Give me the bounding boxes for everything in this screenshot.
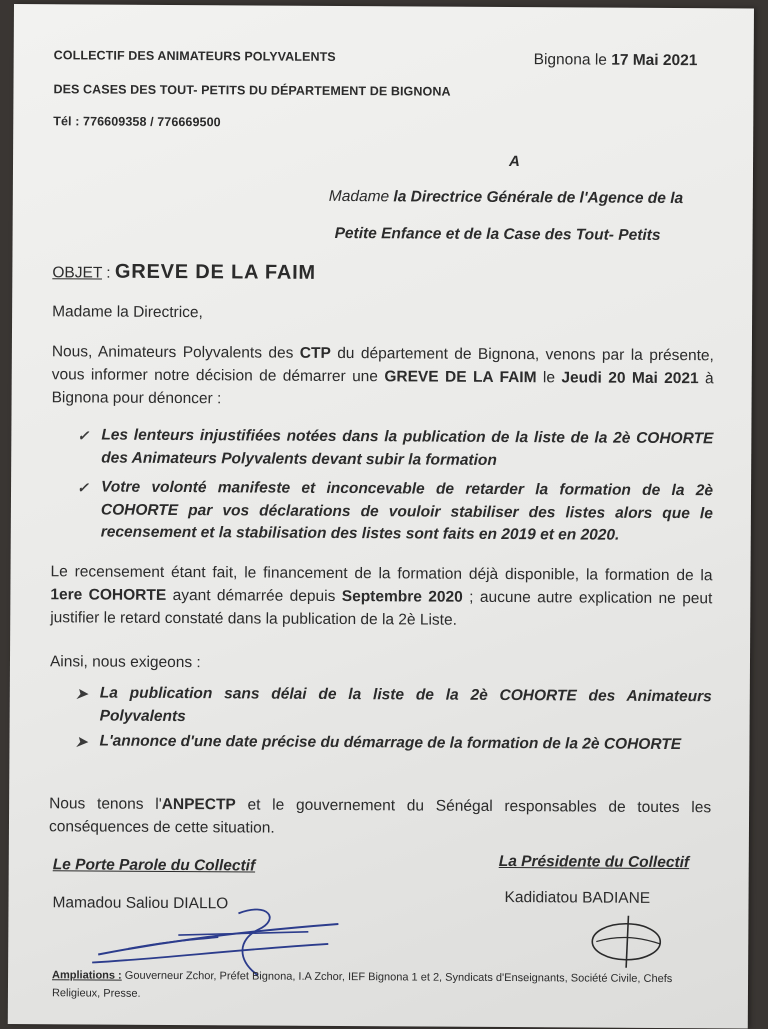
demand-item: [75, 683, 712, 732]
para2-text-1: Le recensement étant fait, le financement de la formation déjà disponible, la formation de la: [50, 563, 713, 585]
date-value: 17 Mai 2021: [611, 51, 698, 70]
left-signatory-title: Le Porte Parole du Collectif: [52, 856, 256, 875]
para1-text-3: le: [536, 369, 562, 387]
date-prefix: Bignona le: [533, 51, 612, 69]
checkmark-icon: ✓: [76, 479, 89, 496]
para2-date: Septembre 2020: [341, 588, 463, 606]
demand-item: [75, 731, 711, 757]
ampliations-label: Ampliations :: [52, 969, 122, 982]
para1-date: Jeudi 20 Mai 2021: [561, 369, 699, 388]
objet-title: GREVE DE LA FAIM: [114, 260, 316, 284]
recipient-title: la Directrice Générale de l'Agence de la: [393, 188, 684, 208]
sender-phone: Tél : 776609358 / 776669500: [53, 114, 221, 130]
para2-cohorte: 1ere COHORTE: [50, 586, 167, 604]
recipient-a: A: [508, 153, 520, 171]
left-signatory-name: Mamadou Saliou DIALLO: [52, 894, 229, 913]
para1-text-2: du département de Bignona, venons par la présente, vous informer notre décision de démarrer une: [51, 344, 714, 386]
para2-text-2: ayant démarrée depuis: [166, 586, 342, 606]
objet-line: [52, 260, 316, 285]
paragraph-2: [50, 560, 712, 633]
ampliations: [52, 966, 712, 1006]
check-item-text: Les lenteurs injustifiées notées dans la publication de la liste de la 2è COHORTE des Animateurs Polyvalents devant subir la formation: [101, 426, 714, 469]
para1-text-4: à Bignona pour dénoncer :: [51, 370, 714, 408]
paragraph-1: [52, 340, 714, 413]
objet-label: OBJET: [52, 264, 103, 282]
demand-item-text: La publication sans délai de la liste de la 2è COHORTE des Animateurs Polyvalents: [99, 684, 712, 725]
right-signatory-title: La Présidente du Collectif: [498, 852, 690, 872]
demand-item-text: L'annonce d'une date précise du démarrage de la formation de la 2è COHORTE: [99, 732, 682, 754]
objet-sep: :: [101, 264, 116, 282]
right-handwritten-signature: [576, 905, 686, 976]
recipient-madame: Madame: [328, 187, 394, 206]
letter-sheet: [8, 4, 754, 1029]
sender-line-1: COLLECTIF DES ANIMATEURS POLYVALENTS: [53, 48, 336, 64]
arrow-bullet-icon: ➤: [75, 733, 88, 750]
para2-text-3: ; aucune autre explication ne peut justifier le retard constaté dans la publication de la 2è Liste.: [50, 588, 713, 629]
salutation: Madame la Directrice,: [52, 303, 203, 322]
para1-greve: GREVE DE LA FAIM: [384, 368, 537, 387]
ainsi-line: Ainsi, nous exigeons :: [49, 653, 201, 672]
para1-ctp: CTP: [299, 344, 331, 362]
arrow-bullet-icon: ➤: [75, 685, 88, 702]
recipient-line-1: [329, 188, 683, 208]
para3-text-2: et le gouvernement du Sénégal responsables de toutes les conséquences de cette situation.: [48, 796, 712, 837]
recipient-line-2: Petite Enfance et de la Case des Tout- Petits: [334, 224, 661, 244]
para1-text-1: Nous, Animateurs Polyvalents des: [51, 343, 300, 362]
checkmark-icon: ✓: [77, 427, 90, 444]
paragraph-3: [49, 792, 711, 842]
para3-text-1: Nous tenons l': [49, 795, 162, 813]
ampliations-text: Gouverneur Zchor, Préfet Bignona, I.A Zchor, IEF Bignona 1 et 2, Syndicats d'Enseignants, Société Civile, Chefs Religieux, Presse.: [51, 969, 673, 1000]
check-item: [77, 425, 714, 474]
right-signatory-name: Kadidiatou BADIANE: [504, 889, 651, 907]
para3-anpectp: ANPECTP: [161, 795, 236, 814]
check-item-text: Votre volonté manifeste et inconcevable de retarder la formation de la 2è COHORTE par vos déclarations de vouloir stabiliser des listes alors que le recensement et la stabilisation des listes sont faits en 2019 et en 2020.: [100, 478, 714, 544]
sender-line-2: DES CASES DES TOUT- PETITS DU DÉPARTEMENT DE BIGNONA: [53, 82, 451, 99]
letter-date: [534, 51, 698, 70]
check-item: [76, 477, 714, 548]
